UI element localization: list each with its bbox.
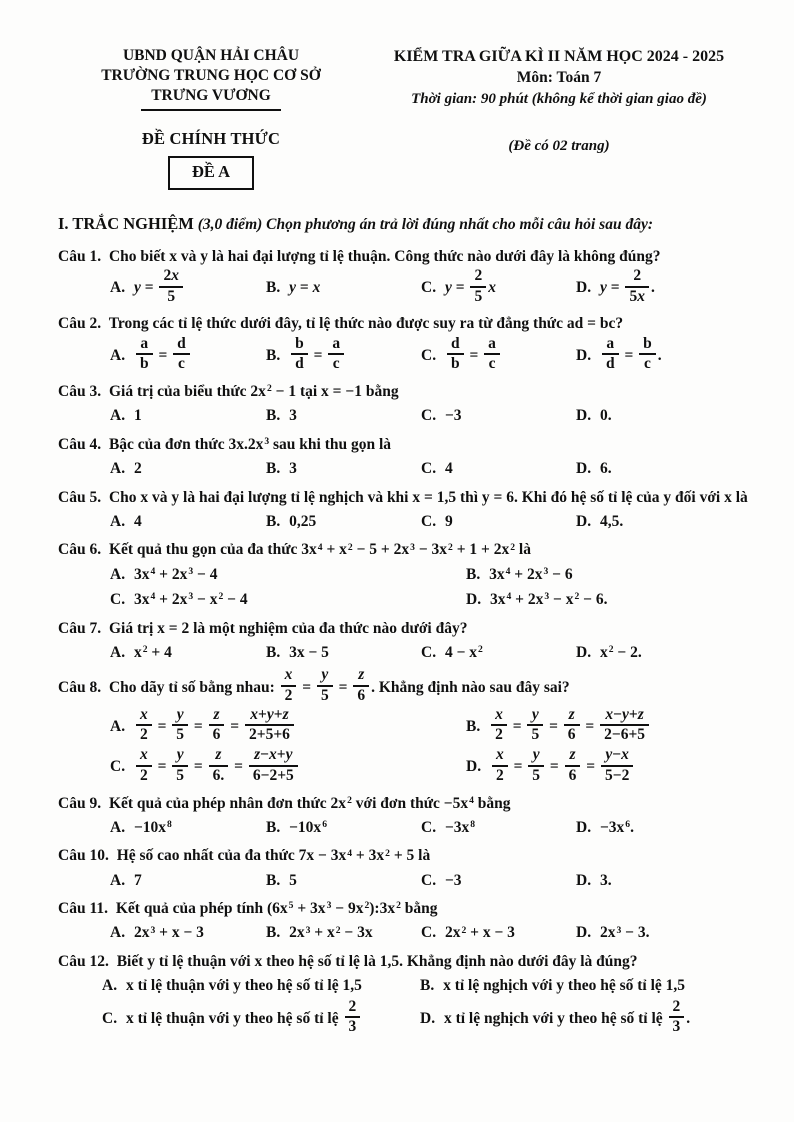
official-exam-label: ĐỀ CHÍNH THỨC [141, 129, 281, 149]
fraction: $\frac{z}{6}$ [564, 707, 580, 744]
option-label: B. [266, 871, 281, 889]
question-number: Câu 12. [58, 952, 109, 970]
option-label: D. [576, 818, 592, 836]
exam-code-box: ĐỀ A [168, 156, 254, 190]
option-text: 3. [599, 871, 612, 889]
org-line-1: UBND QUẬN HẢI CHÂU [122, 47, 300, 64]
fraction: $\frac{z-x+y}{6-2+5}$ [249, 747, 298, 784]
option-b [266, 870, 421, 892]
option-label: B. [266, 643, 281, 661]
option-c [421, 334, 576, 375]
option-label: C. [421, 643, 437, 661]
fraction: $\frac{y}{5}$ [172, 707, 188, 744]
option-text: $-10x^6$ [289, 818, 327, 836]
option-text: $2x^3 - 3$. [599, 924, 650, 942]
question-block [58, 433, 748, 481]
option-c [110, 589, 466, 611]
question-number: Câu 11. [58, 900, 108, 918]
option-label: D. [576, 407, 592, 425]
option-text: $\frac{x}{2}$ = $\frac{y}{5}$ = $\frac{z}{6}$ = $\frac{x+y+z}{2+5+6}$ [134, 718, 296, 735]
option-label: A. [102, 977, 118, 995]
option-label: A. [110, 347, 126, 364]
option-text: −3 [444, 407, 462, 425]
question-block [58, 312, 748, 375]
question-stem: Giá trị của biểu thức $2x^2 - 1$ tại x = −1 bằng [108, 383, 399, 401]
option-label: B. [266, 407, 281, 425]
option-text: x tỉ lệ nghịch với y theo hệ số tỉ lệ $\frac{2}{3}$ . [443, 997, 691, 1036]
option-label: B. [420, 977, 435, 995]
section-instruction: Chọn phương án trả lời đúng nhất cho mỗi câu hỏi sau đây: [266, 216, 654, 234]
option-label: A. [110, 512, 126, 530]
option-text: 2 [133, 460, 142, 478]
option-d [576, 870, 748, 892]
section-label: I. TRẮC NGHIỆM [58, 214, 194, 234]
option-label: A. [110, 565, 126, 583]
options [58, 266, 748, 307]
option-text: −3 [444, 871, 462, 889]
fraction: $\frac{z}{6}$ [353, 667, 369, 704]
option-text: 7 [133, 871, 142, 889]
question-stem: Cho biết x và y là hai đại lượng tỉ lệ thuận. Công thức nào dưới đây là không đúng? [108, 247, 661, 265]
option-label: A. [110, 924, 126, 942]
question-stem-line [58, 380, 748, 403]
option-label: C. [421, 460, 437, 478]
option-b [266, 922, 421, 944]
option-label: C. [421, 512, 437, 530]
option-label: D. [420, 1009, 436, 1027]
option-a [110, 405, 266, 427]
option-label: A. [110, 460, 126, 478]
option-c [421, 817, 576, 839]
option-c [102, 997, 420, 1038]
option-label: A. [110, 407, 126, 425]
question-stem: Hệ số cao nhất của đa thức $7x - 3x^4 + 3x^2 + 5$ là [116, 847, 431, 865]
option-c [421, 405, 576, 427]
option-c [421, 870, 576, 892]
question-number: Câu 3. [58, 383, 102, 401]
fraction: $\frac{b}{d}$ [291, 336, 308, 373]
option-d [576, 334, 748, 375]
option-d [576, 266, 748, 307]
fraction: $\frac{2}{5}$ [470, 268, 486, 305]
fraction: $\frac{z}{6}$ [209, 707, 225, 744]
option-text: 3 [289, 407, 297, 425]
question-block [58, 666, 748, 786]
option-text: 9 [444, 512, 453, 530]
option-label: D. [576, 512, 592, 530]
option-label: B. [266, 818, 281, 836]
question-number: Câu 8. [58, 678, 102, 696]
question-stem-line [58, 617, 748, 640]
option-text: 4 [133, 512, 142, 530]
option-label: C. [110, 591, 126, 609]
question-number: Câu 10. [58, 847, 109, 865]
option-b [266, 277, 421, 299]
options [58, 975, 748, 1038]
option-d [576, 922, 748, 944]
questions-list [58, 245, 748, 1038]
option-text: 6. [599, 460, 612, 478]
fraction: $\frac{2}{3}$ [345, 999, 361, 1036]
fraction: $\frac{a}{c}$ [328, 336, 344, 373]
fraction: $\frac{y}{5}$ [317, 667, 333, 704]
option-text: 3x − 5 [289, 643, 329, 661]
question-stem-line [58, 666, 748, 706]
option-d [466, 589, 748, 611]
option-a [110, 817, 266, 839]
option-a [110, 564, 466, 586]
option-label: A. [110, 718, 126, 735]
option-text: y = $\frac{2x}{5}$ [134, 279, 185, 296]
option-text: $\frac{d}{b}$ = $\frac{a}{c}$ [445, 347, 502, 364]
option-label: B. [266, 924, 281, 942]
option-text: $\frac{x}{2}$ = $\frac{y}{5}$ = $\frac{z}{6}$ = $\frac{x-y+z}{2-6+5}$ [489, 718, 651, 735]
option-text: x tỉ lệ thuận với y theo hệ số tỉ lệ 1,5 [125, 977, 362, 995]
question-block [58, 538, 748, 611]
options [58, 642, 748, 664]
option-a [102, 975, 420, 997]
option-text: $2x^3 + x - 3$ [133, 924, 204, 942]
option-label: C. [421, 407, 437, 425]
option-label: C. [421, 871, 437, 889]
question-block [58, 792, 748, 840]
option-text: $-3x^6$. [599, 818, 634, 836]
option-text: $-10x^8$ [133, 818, 172, 836]
question-number: Câu 5. [58, 488, 102, 506]
fraction: $\frac{x}{2}$ [136, 707, 152, 744]
option-text: y = x [289, 279, 321, 297]
options [58, 511, 748, 533]
option-d [576, 405, 748, 427]
question-stem: Biết y tỉ lệ thuận với x theo hệ số tỉ lệ là 1,5. Khẳng định nào dưới đây là đúng? [116, 952, 638, 970]
question-stem-line [58, 844, 748, 867]
option-text: y = $\frac{2}{5}$ x [444, 266, 496, 305]
fraction: $\frac{y}{5}$ [527, 707, 543, 744]
option-d [576, 511, 748, 533]
question-stem: Kết quả của phép nhân đơn thức $2x^2$ với đơn thức $-5x^4$ bằng [108, 794, 511, 812]
options [58, 817, 748, 839]
option-label: D. [576, 279, 592, 297]
question-stem-line [58, 433, 748, 456]
option-b [466, 705, 748, 746]
option-label: D. [466, 591, 482, 609]
option-a [110, 511, 266, 533]
section-1-heading [58, 212, 748, 236]
option-d [420, 997, 748, 1038]
option-text: $x^2 - 2$. [599, 643, 642, 661]
question-block [58, 245, 748, 308]
question-stem-line [58, 538, 748, 561]
option-a [110, 334, 266, 375]
option-label: B. [266, 512, 281, 530]
option-c [421, 642, 576, 664]
option-text: 4,5. [599, 512, 624, 530]
question-stem: Kết quả của phép tính ($6x^5 + 3x^3$ − $9x^2):3x^2$ bằng [115, 900, 438, 918]
question-stem: Cho dãy tỉ số bằng nhau: $\frac{x}{2}$ = $\frac{y}{5}$ = $\frac{z}{6}$ . Khẳng định nào sau đây sai? [108, 666, 570, 704]
option-label: C. [102, 1009, 118, 1027]
option-b [266, 817, 421, 839]
options [58, 922, 748, 944]
option-label: B. [266, 347, 281, 364]
option-text: y = $\frac{2}{5x}$ . [599, 266, 655, 305]
fraction: $\frac{y}{5}$ [528, 747, 544, 784]
option-b [266, 511, 421, 533]
option-label: A. [110, 818, 126, 836]
option-text: $\frac{a}{d}$ = $\frac{b}{c}$ . [600, 347, 662, 364]
option-text: $3x^4 + 2x^3 - x^2 - 6$. [489, 591, 608, 609]
option-d [576, 458, 748, 480]
question-stem: Trong các tỉ lệ thức dưới đây, tỉ lệ thức nào được suy ra từ đẳng thức ad = bc? [108, 315, 624, 333]
fraction: $\frac{z}{6}$ [565, 747, 581, 784]
option-text: $\frac{x}{2}$ = $\frac{y}{5}$ = $\frac{z}{6.}$ = $\frac{z-x+y}{6-2+5}$ [134, 758, 300, 775]
question-stem: Cho x và y là hai đại lượng tỉ lệ nghịch và khi x = 1,5 thì y = 6. Khi đó hệ số tỉ lệ của y đối với x là [108, 488, 748, 506]
option-b [466, 564, 748, 586]
options [58, 870, 748, 892]
option-d [576, 817, 748, 839]
fraction: $\frac{x}{2}$ [492, 747, 508, 784]
fraction: $\frac{2}{3}$ [669, 999, 685, 1036]
option-text: x tỉ lệ thuận với y theo hệ số tỉ lệ $\frac{2}{3}$ [126, 1010, 362, 1027]
option-d [466, 746, 748, 786]
option-text: 4 [444, 460, 453, 478]
question-block [58, 617, 748, 665]
option-c [421, 266, 576, 307]
option-label: C. [421, 924, 437, 942]
options [58, 334, 748, 375]
school-name-text: TRƯNG VƯƠNG [141, 86, 281, 111]
fraction: $\frac{d}{c}$ [173, 336, 190, 373]
question-stem: Kết quả thu gọn của đa thức $3x^4 + x^2 - 5 + 2x^3 - 3x^2 + 1 + 2x^2$ là [108, 541, 531, 559]
option-text: 1 [133, 407, 142, 425]
option-label: A. [110, 643, 126, 661]
question-stem-line [58, 897, 748, 920]
question-block [58, 486, 748, 534]
question-block [58, 897, 748, 945]
fraction: $\frac{x+y+z}{2+5+6}$ [245, 707, 294, 744]
option-text: 3 [289, 460, 297, 478]
fraction: $\frac{x}{2}$ [281, 667, 297, 704]
option-text: $-3x^8$ [444, 818, 476, 836]
option-label: D. [576, 924, 592, 942]
option-b [420, 975, 748, 997]
option-c [421, 922, 576, 944]
fraction: $\frac{a}{b}$ [136, 336, 153, 373]
option-c [421, 511, 576, 533]
option-text: $\frac{a}{b}$ = $\frac{d}{c}$ [134, 347, 192, 364]
question-block [58, 380, 748, 428]
option-label: C. [421, 347, 437, 364]
question-stem-line [58, 950, 748, 973]
question-stem-line [58, 792, 748, 815]
fraction: $\frac{x}{2}$ [491, 707, 507, 744]
question-stem: Bậc của đơn thức $3x.2x^3$ sau khi thu gọn là [108, 435, 392, 453]
option-label: D. [576, 460, 592, 478]
option-text: $x^2 + 4$ [133, 643, 172, 661]
header-school-block [58, 46, 364, 190]
question-number: Câu 4. [58, 435, 102, 453]
option-text: 0,25 [289, 512, 317, 530]
question-number: Câu 6. [58, 541, 102, 559]
question-stem-line [58, 486, 748, 509]
question-number: Câu 7. [58, 619, 102, 637]
option-text: $\frac{b}{d}$ = $\frac{a}{c}$ [289, 347, 346, 364]
option-label: C. [421, 818, 437, 836]
org-line-2: TRƯỜNG TRUNG HỌC CƠ SỞ [101, 67, 321, 85]
options [58, 405, 748, 427]
exam-subject: Môn: Toán 7 [516, 68, 602, 86]
fraction: $\frac{d}{b}$ [447, 336, 464, 373]
fraction: $\frac{a}{c}$ [484, 336, 500, 373]
question-stem-line [58, 312, 748, 335]
options [58, 705, 748, 787]
option-text: $3x^4 + 2x^3 - 6$ [489, 565, 573, 583]
question-number: Câu 2. [58, 315, 102, 333]
option-label: D. [576, 871, 592, 889]
option-text: $4 - x^2$ [444, 643, 483, 661]
option-a [110, 266, 266, 307]
fraction: $\frac{x-y+z}{2-6+5}$ [600, 707, 649, 744]
option-b [266, 334, 421, 375]
section-points: (3,0 điểm) [197, 216, 263, 234]
options [58, 564, 748, 612]
option-label: A. [110, 279, 126, 297]
exam-code-box-wrap [58, 151, 364, 190]
question-stem-line [58, 245, 748, 268]
fraction: $\frac{y}{5}$ [172, 747, 188, 784]
question-stem: Giá trị x = 2 là một nghiệm của đa thức nào dưới đây? [108, 619, 468, 637]
page-header [58, 46, 748, 190]
option-label: D. [576, 643, 592, 661]
exam-duration: Thời gian: 90 phút (không kể thời gian giao đề) [411, 90, 707, 107]
option-text: $3x^4 + 2x^3 - x^2 - 4$ [133, 591, 248, 609]
option-text: 5 [289, 871, 297, 889]
option-label: C. [110, 758, 126, 776]
question-number: Câu 9. [58, 794, 102, 812]
option-label: B. [266, 460, 281, 478]
fraction: $\frac{z}{6.}$ [209, 747, 229, 784]
option-c [110, 746, 466, 786]
fraction: $\frac{2}{5x}$ [625, 268, 649, 305]
option-text: $2x^2 + x - 3$ [444, 924, 515, 942]
exam-pages-note: (Đề có 02 trang) [508, 138, 610, 155]
option-a [110, 642, 266, 664]
option-text: $2x^3 + x^2 - 3x$ [289, 924, 373, 942]
exam-title: KIỂM TRA GIỮA KÌ II NĂM HỌC 2024 - 2025 [393, 48, 725, 65]
question-block [58, 844, 748, 892]
fraction: $\frac{x}{2}$ [136, 747, 152, 784]
option-a [110, 705, 466, 746]
option-a [110, 870, 266, 892]
option-label: D. [576, 347, 592, 364]
option-a [110, 922, 266, 944]
school-name [58, 86, 364, 111]
option-text: 0. [599, 407, 612, 425]
option-b [266, 642, 421, 664]
option-b [266, 405, 421, 427]
header-title-block [364, 46, 748, 190]
option-b [266, 458, 421, 480]
option-label: B. [266, 279, 281, 297]
fraction: $\frac{a}{d}$ [602, 336, 619, 373]
fraction: $\frac{b}{c}$ [639, 336, 656, 373]
question-number: Câu 1. [58, 247, 102, 265]
option-label: D. [466, 758, 482, 776]
question-block [58, 950, 748, 1038]
options [58, 458, 748, 480]
option-label: A. [110, 871, 126, 889]
fraction: $\frac{2x}{5}$ [159, 268, 183, 305]
fraction: $\frac{y-x}{5-2}$ [601, 747, 633, 784]
option-label: C. [421, 279, 437, 297]
option-d [576, 642, 748, 664]
option-label: B. [466, 718, 481, 735]
option-label: B. [466, 565, 481, 583]
option-c [421, 458, 576, 480]
option-text: x tỉ lệ nghịch với y theo hệ số tỉ lệ 1,5 [443, 977, 686, 995]
option-text: $3x^4 + 2x^3 - 4$ [133, 565, 218, 583]
option-text: $\frac{x}{2}$ = $\frac{y}{5}$ = $\frac{z}{6}$ = $\frac{y-x}{5-2}$ [490, 758, 635, 775]
option-a [110, 458, 266, 480]
